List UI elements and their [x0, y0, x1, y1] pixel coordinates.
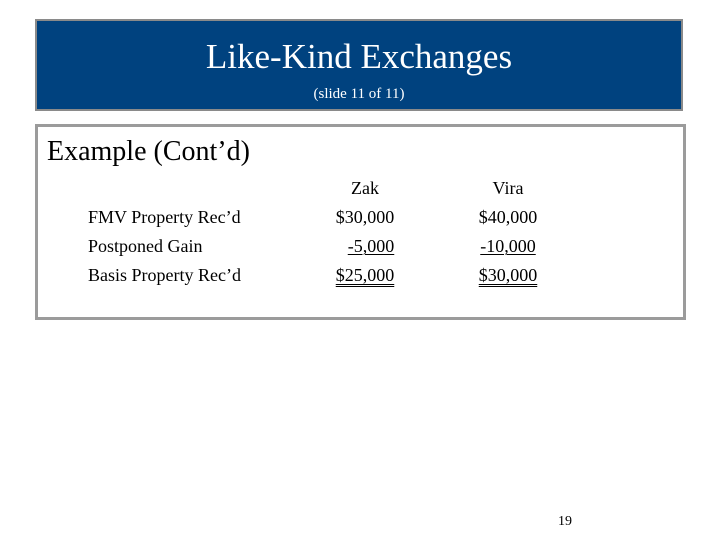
example-content-box [35, 124, 686, 320]
slide-subtitle: (slide 11 of 11) [313, 86, 405, 102]
vira-fmv-value: $40,000 [478, 207, 538, 227]
row-label-basis: Basis Property Rec’d [88, 265, 241, 285]
page-number: 19 [558, 514, 572, 529]
row-label-fmv: FMV Property Rec’d [88, 207, 241, 227]
slide-title: Like-Kind Exchanges [205, 37, 513, 76]
vira-basis-value: $30,000 [478, 265, 538, 285]
row-label-postponed-gain: Postponed Gain [88, 236, 203, 256]
slide-title-banner [35, 19, 683, 111]
example-heading: Example (Cont’d) [47, 136, 250, 167]
zak-fmv-value: $30,000 [335, 207, 395, 227]
zak-basis-value: $25,000 [335, 265, 395, 285]
column-header-zak: Zak [351, 178, 379, 198]
vira-postponed-gain-value: -10,000 [480, 236, 536, 256]
column-header-vira: Vira [492, 178, 524, 198]
zak-postponed-gain-value: -5,000 [347, 236, 395, 256]
